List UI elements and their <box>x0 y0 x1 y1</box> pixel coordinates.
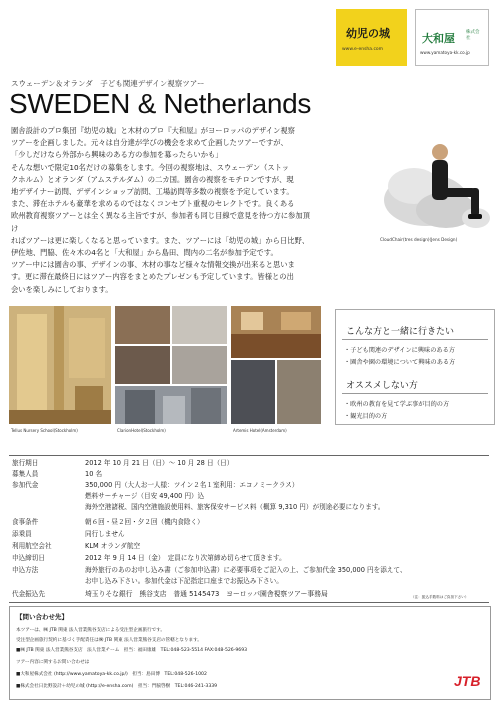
detail-value: 海外空港諸税、国内空港施設使用料、旅客保安サービス料（概算 9,310 円）が別途必要になります。 <box>85 503 385 511</box>
yamatoya-logo <box>415 9 489 66</box>
contact-heading: 【問い合わせ先】 <box>16 613 68 621</box>
details-top-rule <box>9 455 489 456</box>
detail-value: 10 名 <box>85 470 103 478</box>
photo-caption: Artemis Hotel(Amsterdam) <box>233 428 287 433</box>
want-item: ・子ども関連のデザインに興味のある方 <box>344 347 455 354</box>
clarion-hotel-photo-5 <box>115 386 227 424</box>
intro-text <box>11 125 311 296</box>
not-item: ・欧州の教育を見て学ぶ事が目的の方 <box>344 401 450 408</box>
hero-caption: CloudChair(tres design)(Jens Design) <box>380 237 458 242</box>
intro-line: ツアーを企画しました。元々は自分達が学びの機会を求めて企画したツアーですが、 <box>11 138 288 148</box>
photo-caption: Tellus Nursery School(Stockholm) <box>11 428 78 433</box>
clarion-hotel-photo-1 <box>115 306 170 344</box>
clarion-hotel-photo-4 <box>172 346 227 384</box>
jtb-logo: JTB <box>454 673 481 689</box>
tellus-nursery-photo <box>9 306 111 424</box>
yamatoya-logo-mark: 大和屋 <box>422 32 455 45</box>
tour-subtitle: スウェーデン＆オランダ 子ども関連デザイン視察ツアー <box>11 79 205 88</box>
youji-no-shiro-logo <box>336 9 407 66</box>
yamatoya-logo-sub: 株式会社 <box>466 30 480 41</box>
detail-value: 2012 年 10 月 21 日（日）～ 10 月 28 日（日） <box>85 459 234 467</box>
intro-line: 伊佐地、門脇、佐々木の4名と「大和屋」から島田、問内の二名が参加予定です。 <box>11 248 278 258</box>
details-bottom-rule <box>9 602 489 603</box>
contact-line: ■㈱ JTB 関東 法人営業熊谷支店 法人営業チーム 担当：福田康雄 TEL:048-523-5514 FAX:048-526-9693 <box>16 648 248 653</box>
intro-line: す。更に滞在最終日にはツアー内容をまとめたプレゼンも予定しています。皆様との出 <box>11 272 294 282</box>
clarion-hotel-photo-2 <box>172 306 227 344</box>
bank-note: （注：振込手数料はご負担下さい） <box>411 595 469 599</box>
want-title: こんな方と一緒に行きたい <box>346 327 455 337</box>
clarion-hotel-photo-3 <box>115 346 170 384</box>
detail-label: 申込方法 <box>12 566 39 574</box>
intro-line: クホルム）とオランダ（アムステルダム）の二カ国。園舎の視察をモチロンですが、現 <box>11 174 294 184</box>
intro-line: ればツアーは更に楽しくなると思っています。また、ツアーには「幼児の城」から日比野、 <box>11 235 310 245</box>
divider <box>342 393 488 394</box>
cloud-chair-photo <box>376 130 492 242</box>
contact-line: ■大和屋株式会社 (http://www.yamatoya-kk.co.jp/) 担当：島田博 TEL:048-526-1002 <box>16 672 207 677</box>
detail-label: 参加代金 <box>12 481 39 489</box>
intro-line: また、滞在ホテルも豪華を求めるのではなくコンセプト重視のセレクトです。良くある <box>11 199 295 209</box>
detail-value: 同行しません <box>85 530 125 538</box>
detail-label: 食事条件 <box>12 518 39 526</box>
want-item: ・園舎や園の環境について興味のある方 <box>344 359 456 366</box>
page-title: SWEDEN & Netherlands <box>9 88 312 119</box>
detail-label: 旅行期日 <box>12 459 39 467</box>
artemis-hotel-photo-3 <box>277 360 321 424</box>
detail-label: 代金振込先 <box>12 590 45 598</box>
detail-value: 海外旅行のあのお申し込み書（ご参加申込書）に必要事項をご記入の上、ご参加代金 350,000 円を添えて、 <box>85 566 407 574</box>
intro-line: 地デザイナー訪問、デザインショップ訪問、工場訪問等多数の視察を予定しています。 <box>11 187 294 197</box>
recommendation-box <box>335 309 495 425</box>
artemis-hotel-photo-2 <box>231 360 275 424</box>
divider <box>342 339 488 340</box>
intro-line: 「少しだけなら外部から興味のある方の参加を募ったらいかも」 <box>11 150 223 160</box>
youji-logo-mark: 幼児の城 <box>346 27 390 40</box>
detail-label: 募集人員 <box>12 470 39 478</box>
contact-line: 本ツアーは、㈱ JTB 関東 法人営業熊谷支店による受注型企画旅行です。 <box>16 628 166 633</box>
intro-line: そんな想いで限定10名だけの募集をします。今回の視察地は、スウェーデン（ストッ <box>11 162 290 172</box>
detail-value: 2012 年 9 月 14 日（金） 定員になり次第締め切らせて頂きます。 <box>85 554 286 562</box>
detail-value: 埼玉りそな銀行 熊谷支店 普通 5145473 ヨーロッパ園舎視察ツアー事務局 <box>85 590 328 598</box>
detail-label: 利用航空会社 <box>12 542 52 550</box>
contact-line: 受注型企画旅行契約に基づく手配責任は㈱ JTB 関東 法人営業熊谷支店の管轄となります。 <box>16 638 202 643</box>
detail-label: 申込締切日 <box>12 554 45 562</box>
photo-collage <box>9 306 321 440</box>
detail-label: 添乗員 <box>12 530 32 538</box>
photo-caption: ClarionHotel(Stockholm) <box>117 428 166 433</box>
detail-value: 燃料サーチャージ（目安 49,400 円）込 <box>85 492 205 500</box>
not-item: ・観光目的の方 <box>344 413 388 420</box>
detail-value: KLM オランダ航空 <box>85 542 141 550</box>
contact-line: ■株式会社日比野設計＋幼児の城 (http://e-ensha.com) 担当：門脇啓樹 TEL:046-241-3339 <box>16 684 218 689</box>
intro-line: 欧州教育視察ツアーとは全く異なる主旨ですが、参加者も同じ目線で意見を待つ方に参加頂け <box>11 211 310 233</box>
intro-line: 園舎設計のプロ集団『幼児の城』と木材のプロ『大和屋』がヨーロッパのデザイン視察 <box>11 126 295 135</box>
contact-line: ツアー内容に関するお問い合わせは <box>16 660 90 665</box>
intro-line: ツアー中には園舎の事、デザインの事、木材の事など様々な情報交換が出来ると思いま <box>11 260 295 270</box>
detail-value: お申し込み下さい。参加代金は下記指定口座までお振込み下さい。 <box>85 577 283 585</box>
not-title: オススメしない方 <box>346 381 418 391</box>
intro-line: 会いを楽しみにしております。 <box>11 284 113 294</box>
contact-box <box>9 606 491 700</box>
youji-logo-url: www.e-ensha.com <box>342 47 384 52</box>
detail-value: 350,000 円（大人お一人様：ツイン２名１室利用：エコノミークラス） <box>85 481 299 489</box>
yamatoya-logo-url: www.yamatoya-kk.co.jp <box>420 50 470 55</box>
artemis-hotel-photo-1 <box>231 306 321 358</box>
detail-value: 朝６回・昼２回・夕２回（機内食除く） <box>85 518 204 526</box>
